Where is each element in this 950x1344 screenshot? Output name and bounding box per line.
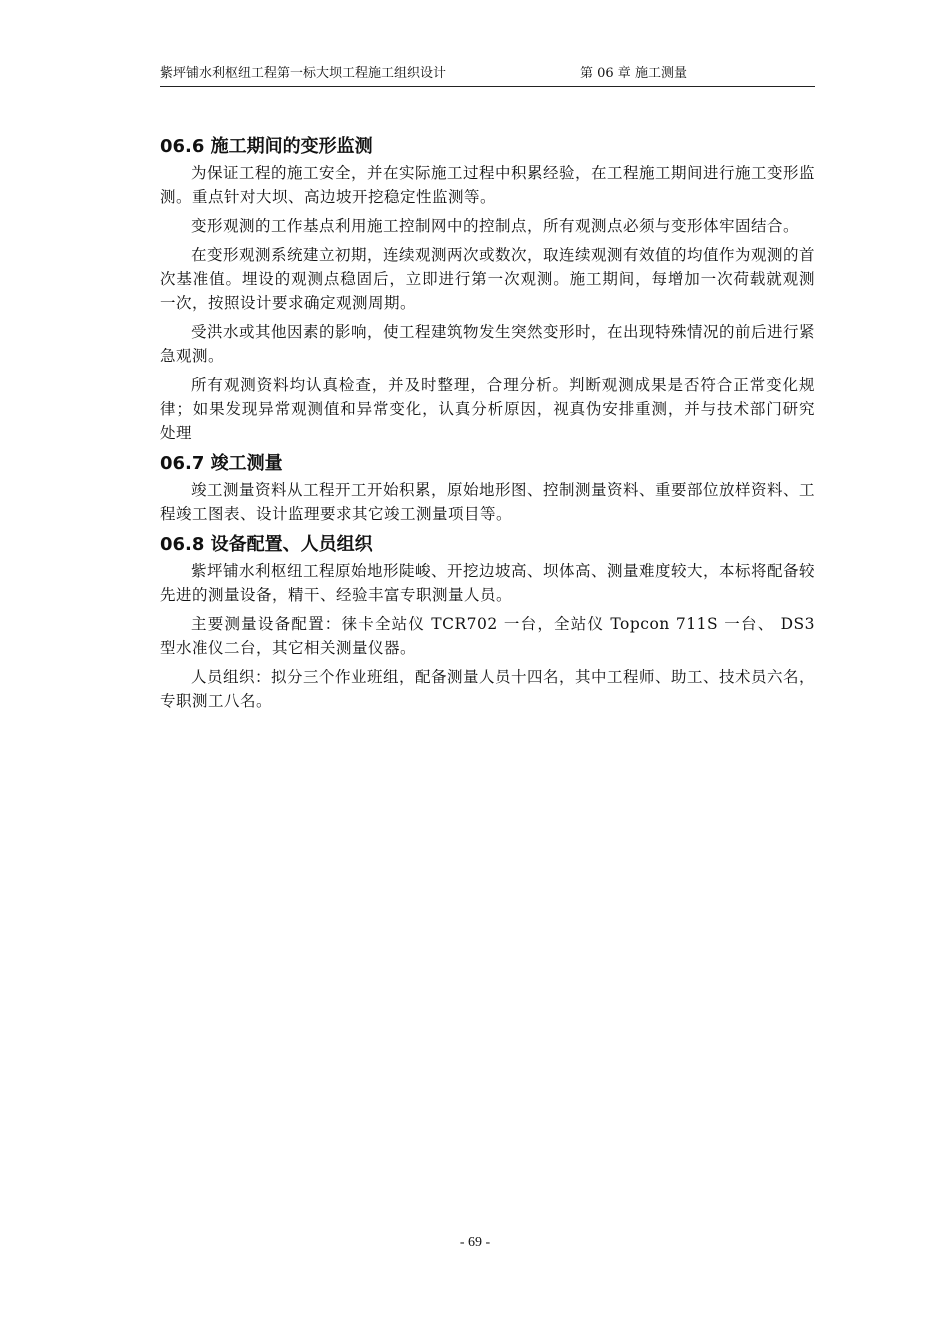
- paragraph: 在变形观测系统建立初期，连续观测两次或数次，取连续观测有效值的均值作为观测的首次基准值。埋设的观测点稳固后，立即进行第一次观测。施工期间，每增加一次荷载就观测一次，按照设计要求确定观测周期。: [160, 246, 816, 312]
- page-number: - 69 -: [459, 1235, 491, 1250]
- section-heading: 06.8 设备配置、人员组织: [160, 534, 373, 555]
- chapter-title: 第 06 章 施工测量: [580, 66, 687, 81]
- document-title: 紫坪铺水利枢纽工程第一标大坝工程施工组织设计: [160, 66, 447, 81]
- section-completion-survey: [160, 450, 815, 526]
- paragraph: 受洪水或其他因素的影响，使工程建筑物发生突然变形时，在出现特殊情况的前后进行紧急观测。: [160, 323, 816, 365]
- paragraph: 人员组织：拟分三个作业班组，配备测量人员十四名，其中工程师、助工、技术员六名，专职测工八名。: [160, 668, 816, 710]
- paragraph: 为保证工程的施工安全，并在实际施工过程中积累经验，在工程施工期间进行施工变形监测。重点针对大坝、高边坡开挖稳定性监测等。: [160, 164, 816, 206]
- paragraph: 紫坪铺水利枢纽工程原始地形陡峻、开挖边坡高、坝体高、测量难度较大，本标将配备较先进的测量设备，精干、经验丰富专职测量人员。: [160, 562, 816, 604]
- section-deformation-monitoring: [160, 133, 815, 445]
- page-header: [160, 62, 815, 87]
- section-heading: 06.6 施工期间的变形监测: [160, 136, 373, 157]
- paragraph: 所有观测资料均认真检查，并及时整理，合理分析。判断观测成果是否符合正常变化规律；如果发现异常观测值和异常变化，认真分析原因，视真伪安排重测，并与技术部门研究处理: [160, 376, 815, 442]
- paragraph: 竣工测量资料从工程开工开始积累，原始地形图、控制测量资料、重要部位放样资料、工程竣工图表、设计监理要求其它竣工测量项目等。: [160, 481, 816, 523]
- section-heading: 06.7 竣工测量: [160, 453, 283, 474]
- paragraph: 变形观测的工作基点利用施工控制网中的控制点，所有观测点必须与变形体牢固结合。: [191, 217, 800, 235]
- section-equipment-staffing: [160, 531, 815, 713]
- paragraph: 主要测量设备配置：徕卡全站仪 TCR702 一台，全站仪 Topcon 711S 一台、 DS3 型水准仪二台，其它相关测量仪器。: [160, 615, 815, 657]
- page-content: [160, 133, 815, 718]
